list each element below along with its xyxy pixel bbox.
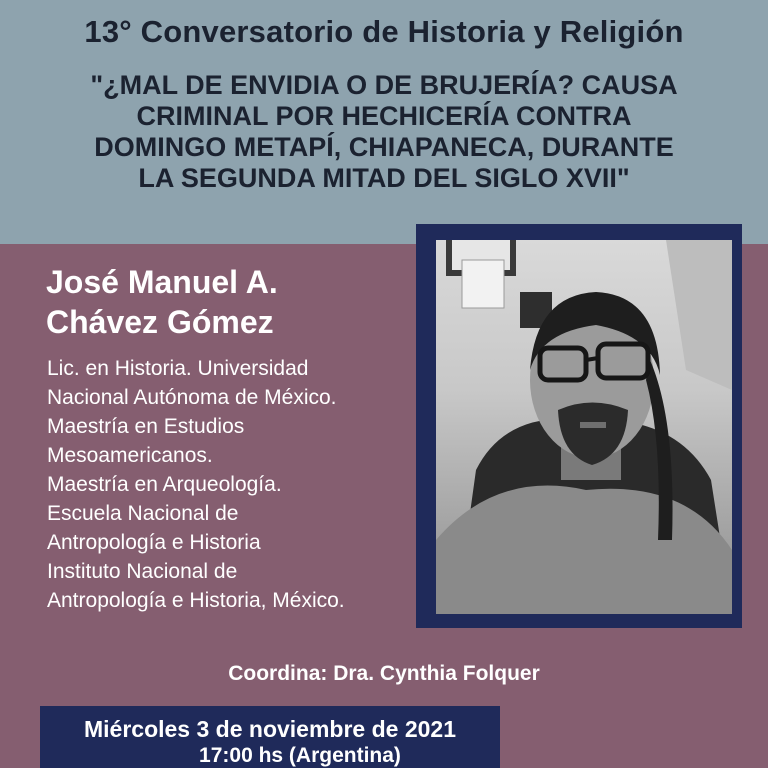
speaker-name: José Manuel A. Chávez Gómez xyxy=(46,264,278,340)
event-date: Miércoles 3 de noviembre de 2021 xyxy=(83,716,456,742)
event-title: 13° Conversatorio de Historia y Religión xyxy=(84,14,684,49)
coordinator-label: Coordina: Dra. Cynthia Folquer xyxy=(228,662,540,685)
talk-title: "¿MAL DE ENVIDIA O DE BRUJERÍA? CAUSA CRIMINAL POR HECHICERÍA CONTRA DOMINGO METAPÍ, CHIAPANECA, DURANTE LA SEGUNDA MITAD DEL SIGLO XVII" xyxy=(90,70,678,193)
speaker-photo xyxy=(436,240,732,614)
event-time: 17:00 hs (Argentina) xyxy=(199,744,401,767)
speaker-bio: Lic. en Historia. Universidad Nacional Autónoma de México. Maestría en Estudios Mesoamericanos. Maestría en Arqueología. Escuela Nacional de Antropología e Historia Instituto Nacional de Antropología e Historia, México. xyxy=(47,357,345,612)
speaker-portrait-icon xyxy=(436,240,732,614)
date-box xyxy=(40,706,500,768)
